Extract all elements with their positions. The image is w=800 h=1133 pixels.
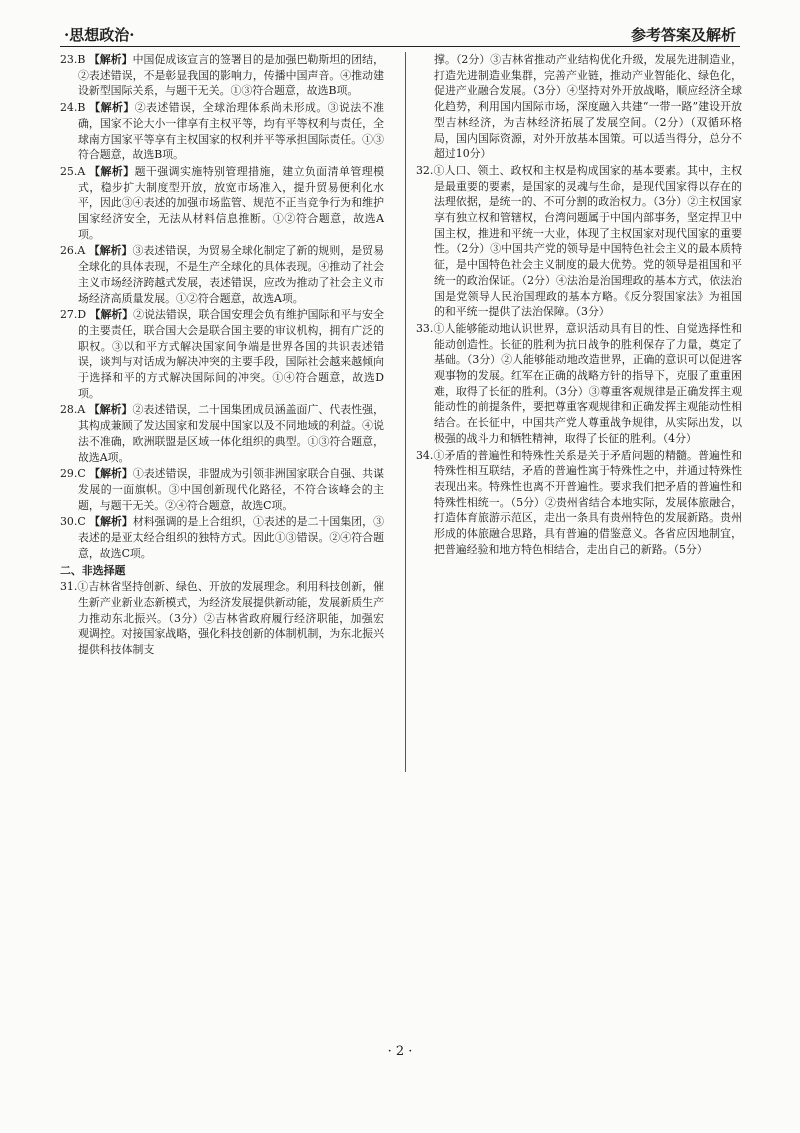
right-column bbox=[416, 52, 742, 559]
answer-item-26: 26.A 【解析】③表述错误，为贸易全球化制定了新的规则，是贸易全球化的具体表现，不是生产全球化的具体表现。④推动了社会主义市场经济跨越式发展，表述错误，应改为推动了社会主义市场经济高质量发展。①②符合题意，故选A项。 bbox=[60, 244, 384, 305]
column-divider bbox=[405, 52, 406, 772]
section-heading: 二、非选择题 bbox=[60, 563, 126, 577]
answer-item-25: 25.A 【解析】题干强调实施特别管理措施，建立负面清单管理模式，稳步扩大制度型开放，放宽市场准入，提升贸易便利化水平，因此③④表述的加强市场监管、规范不正当竞争行为和维护国家经济安全，无法从材料信息推断。①②符合题意，故选A项。 bbox=[60, 164, 384, 241]
answer-item-24: 24.B 【解析】②表述错误，全球治理体系尚未形成。③说法不准确，国家不论大小一律享有主权平等，均有平等权利与责任，全球南方国家平等享有主权国家的权利并平等承担国际责任。①③符合题意，故选B项。 bbox=[60, 101, 384, 162]
left-column bbox=[60, 52, 384, 659]
answer-item-28: 28.A 【解析】②表述错误，二十国集团成员涵盖面广、代表性强，其构成兼顾了发达国家和发展中国家以及不同地域的利益。④说法不准确，欧洲联盟是区域一体化组织的典型。①③符合题意，故选A项。 bbox=[60, 403, 384, 464]
answer-item-27: 27.D 【解析】②说法错误，联合国安理会负有维护国际和平与安全的主要责任，联合国大会是联合国主要的审议机构，拥有广泛的职权。③以和平方式解决国家间争端是世界各国的共识表述错误，谈判与对话成为解决冲突的主要手段，国际社会越来越倾向于选择和平的方式解决国际间的冲突。①④符合题意，故选D项。 bbox=[60, 308, 384, 400]
page-number: · 2 · bbox=[387, 1044, 413, 1059]
answer-item-31: 31.①吉林省坚持创新、绿色、开放的发展理念。利用科技创新，催生新产业新业态新模式，为经济发展提供新动能，发展新质生产力推动东北振兴。（3分）②吉林省政府履行经济职能，加强宏观调控。对接国家战略，强化科技创新的体制机制，为东北振兴提供科技体制支 bbox=[60, 580, 384, 657]
answer-item-33: 33.①人能够能动地认识世界，意识活动具有目的性、自觉选择性和能动创造性。长征的胜利为抗日战争的胜利保存了力量，奠定了基础。（3分）②人能够能动地改造世界，正确的意识可以促进客观事物的发展。红军在正确的战略方针的指导下，克服了重重困难，取得了长征的胜利。（3分）③尊重客观规律是正确发挥主观能动性的前提条件，要把尊重客观规律和正确发挥主观能动性相结合。在长征中，中国共产党人尊重战争规律，从实际出发，以极强的战斗力和牺牲精神，取得了长征的胜利。（4分） bbox=[416, 321, 742, 445]
page-header bbox=[60, 22, 740, 47]
header-title: 参考答案及解析 bbox=[630, 26, 736, 44]
subject-label: ·思想政治· bbox=[64, 26, 135, 44]
answer-item-23: 23.B 【解析】中国促成该宣言的签署目的是加强巴勒斯坦的团结，②表述错误，不是彰显我国的影响力，传播中国声音。④推动建设新型国际关系，与题干无关。①③符合题意，故选B项。 bbox=[60, 53, 384, 98]
answer-item-34: 34.①矛盾的普遍性和特殊性关系是关于矛盾问题的精髓。普遍性和特殊性相互联结，矛盾的普遍性寓于特殊性之中，并通过特殊性表现出来。特殊性也离不开普遍性。要求我们把矛盾的普遍性和特殊性相统一。（5分）②贵州省结合本地实际，发展体旅融合，打造体育旅游示范区，走出一条具有贵州特色的发展新路。贵州形成的体旅融合思路，具有普遍的借鉴意义。各省应因地制宜，把普遍经验和地方特色相结合，走出自己的新路。（5分） bbox=[416, 448, 742, 556]
answer-item-29: 29.C 【解析】①表述错误，非盟成为引领非洲国家联合自强、共谋发展的一面旗帜。③中国创新现代化路径，不符合该峰会的主题，与题干无关。②④符合题意，故选C项。 bbox=[60, 467, 384, 512]
answer-item-32: 32.①人口、领土、政权和主权是构成国家的基本要素。其中，主权是最重要的要素，是国家的灵魂与生命，是现代国家得以存在的法理依据，是统一的、不可分割的政治权力。（3分）②主权国家享有独立权和管辖权，台湾问题属于中国内部事务，坚定捍卫中国主权，推进和平统一大业，体现了主权国家对现代国家的重要性。（2分）③中国共产党的领导是中国特色社会主义的最本质特征，是中国特色社会主义制度的最大优势。党的领导是祖国和平统一的政治保证。（2分）④法治是治国理政的基本方式，依法治国是党领导人民治国理政的基本方略。《反分裂国家法》为祖国的和平统一提供了法治保障。（3分） bbox=[416, 163, 742, 319]
answer-item-30: 30.C 【解析】材料强调的是上合组织，①表述的是二十国集团，③表述的是亚太经合组织的独特方式。因此①③错误。②④符合题意，故选C项。 bbox=[60, 515, 384, 560]
answer-item-31-continued: 撑。（2分）③吉林省推动产业结构优化升级，发展先进制造业，打造先进制造业集群，完善产业链，推动产业智能化、绿色化，促进产业融合发展。（3分）④坚持对外开放战略，顺应经济全球化趋势，利用国内国际市场，深度融入共建“一带一路”建设开放型吉林经济，为吉林经济拓展了发展空间。（2分）（双循环格局，国内国际资源，对外开放基本国策。可以适当得分，总分不超过10分） bbox=[434, 53, 742, 161]
